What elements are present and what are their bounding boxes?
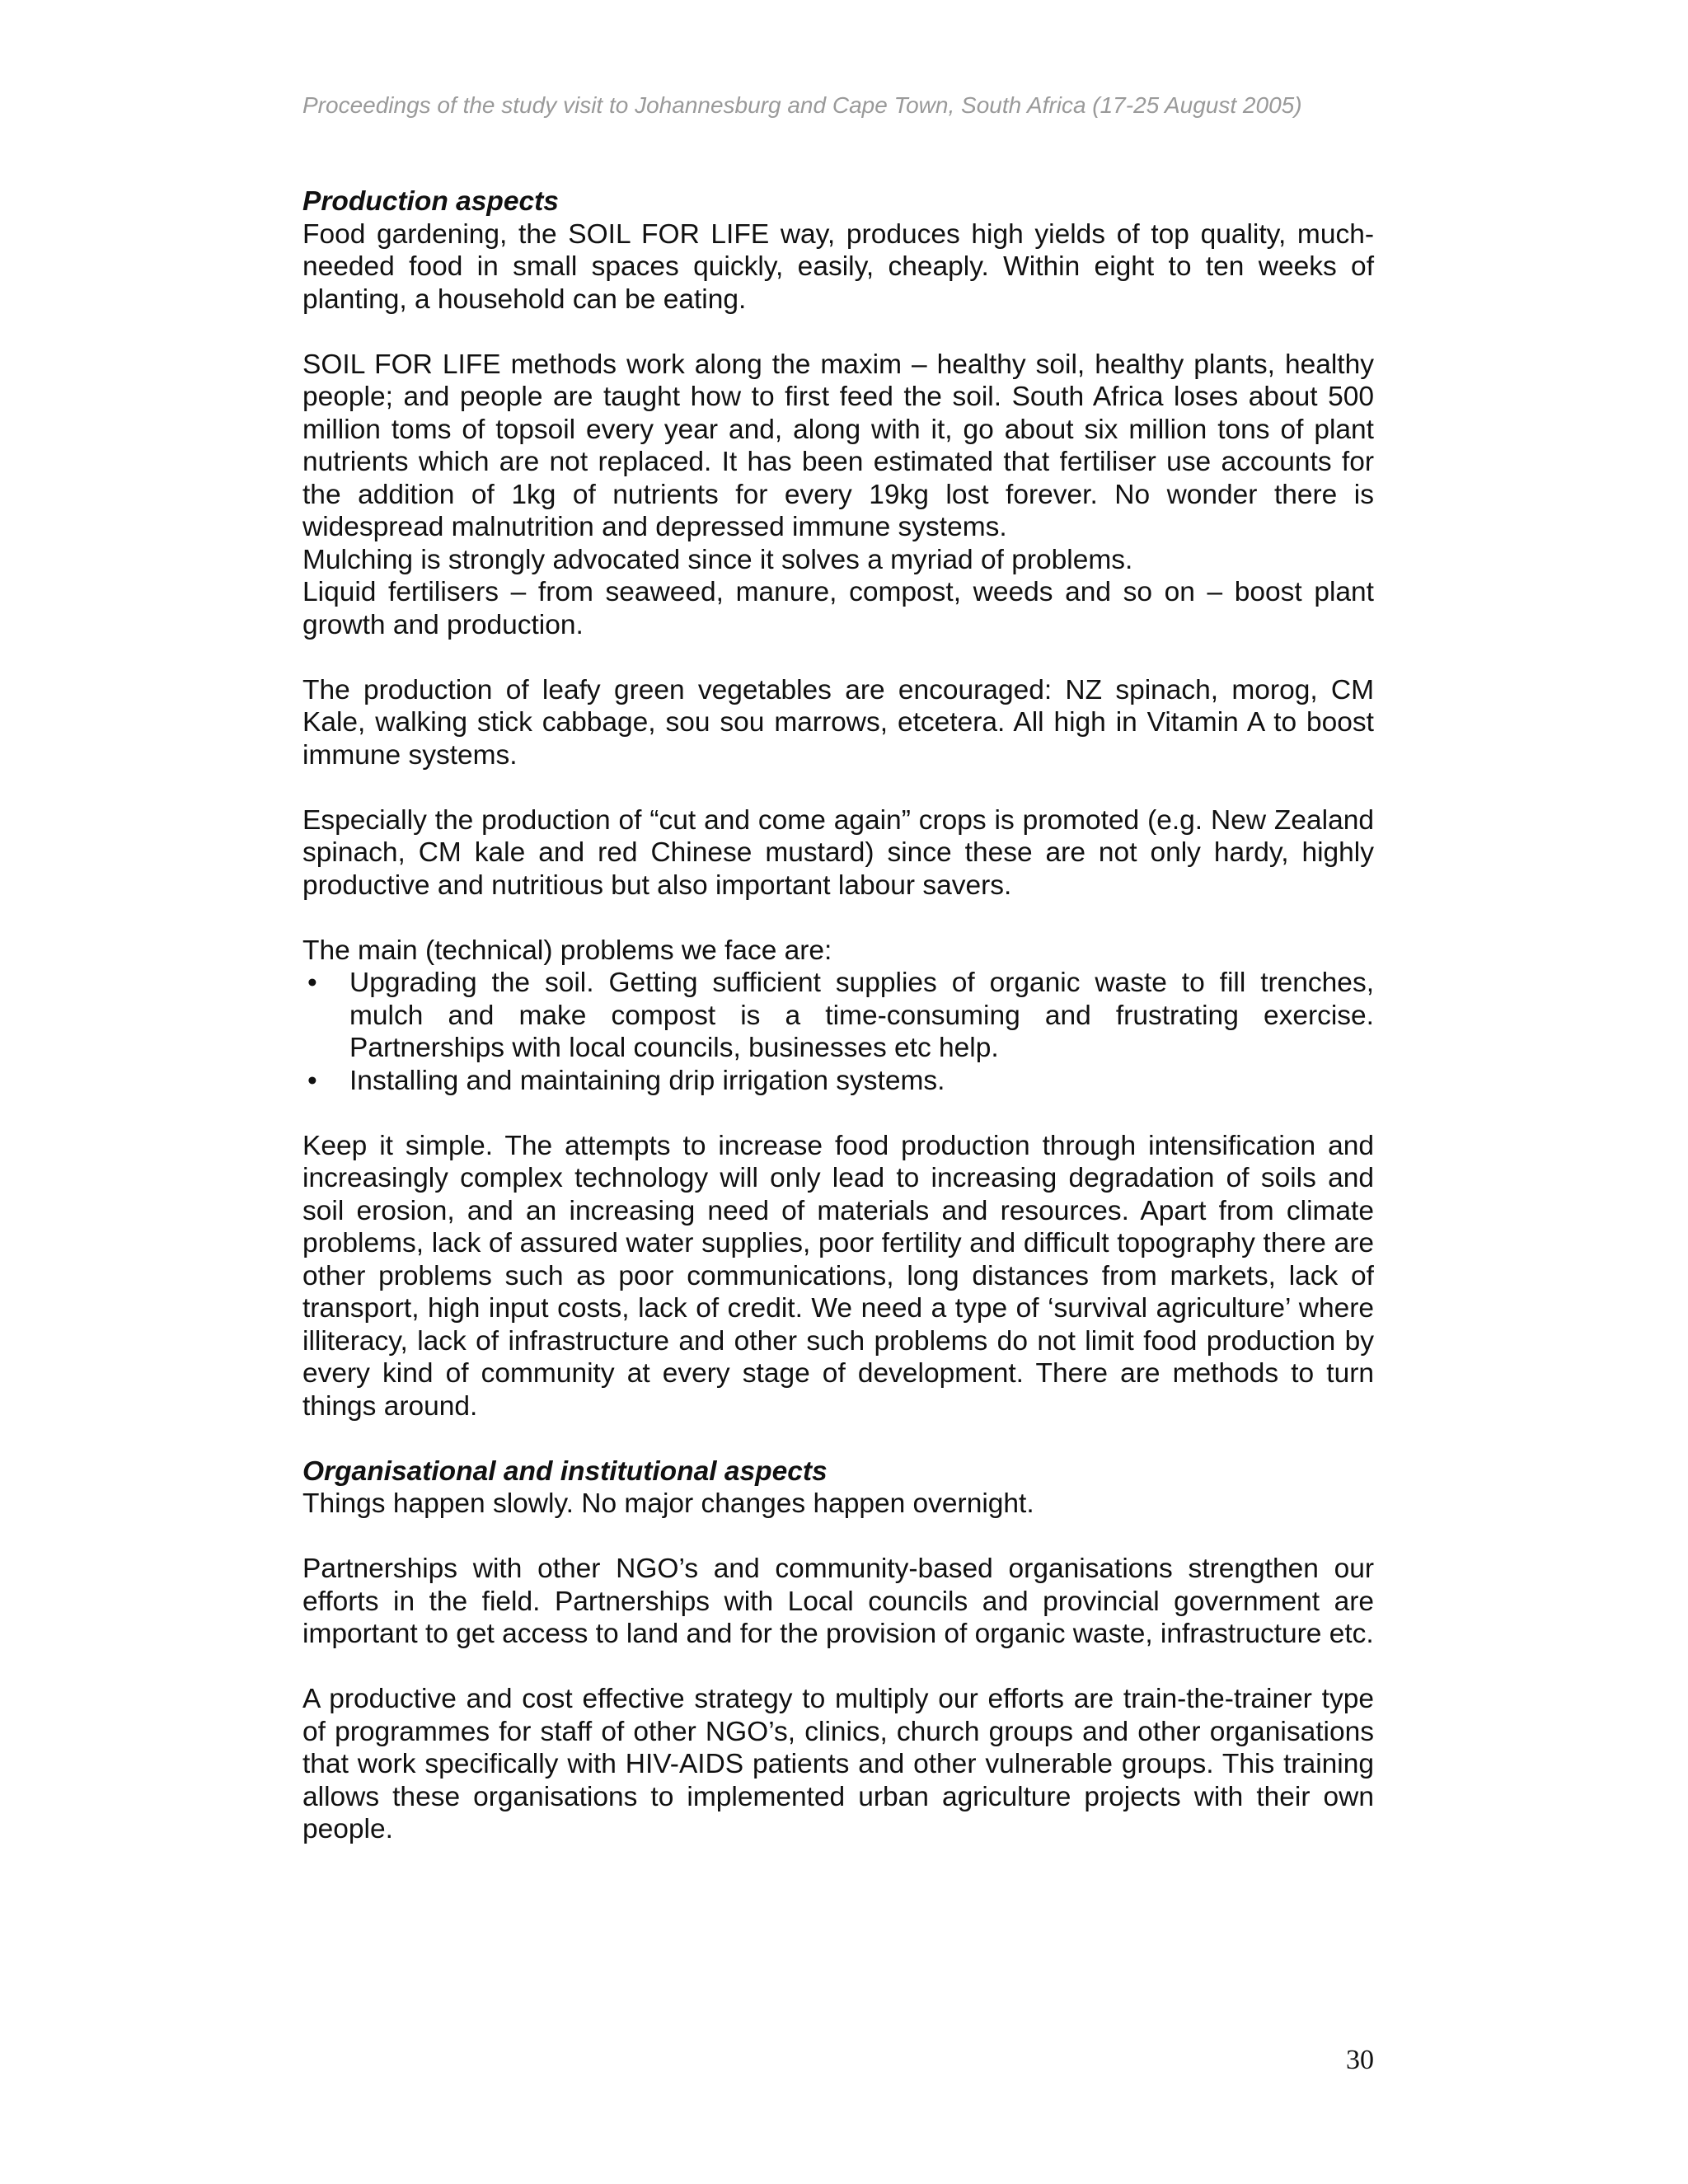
paragraph: Mulching is strongly advocated since it solves a myriad of problems. [302, 544, 1133, 575]
paragraph: SOIL FOR LIFE methods work along the maxim – healthy soil, healthy plants, healthy people; and people are taught how to first feed the soil. South Africa loses about 500 million toms of topsoil every year and, along with it, go about six million tons of plant nutrients which are not replaced. It has been estimated that fertiliser use accounts for the addition of 1kg of nutrients for every 19kg lost forever. No wonder there is widespread malnutrition and depressed immune systems. [302, 349, 1374, 542]
section-heading-organisational: Organisational and institutional aspects [302, 1455, 828, 1487]
paragraph-spacer [302, 316, 1374, 349]
paragraph-spacer [302, 641, 1374, 674]
bullet-icon: • [307, 1065, 317, 1096]
paragraph: The main (technical) problems we face are: [302, 935, 832, 966]
paragraph: Keep it simple. The attempts to increase food production through intensification and increasingly complex technology will only lead to increasing degradation of soils and soil erosion, and an increasing need of materials and resources. Apart from climate problems, lack of assured water supplies, poor fertility and difficult topography there are other problems such as poor communications, long distances from markets, lack of transport, high input costs, lack of credit. We need a type of ‘survival agriculture’ where illiteracy, lack of infrastructure and other such problems do not limit food production by every kind of community at every stage of development. There are methods to turn things around. [302, 1130, 1374, 1422]
paragraph: Partnerships with other NGO’s and community-based organisations strengthen our efforts in the field. Partnerships with Local councils and provincial government are important to get access to land and for the provision of organic waste, infrastructure etc. [302, 1554, 1374, 1649]
section-heading-production: Production aspects [302, 186, 559, 217]
page-number: 30 [1346, 2045, 1374, 2075]
paragraph: Liquid fertilisers – from seaweed, manure, compost, weeds and so on – boost plant growth and production. [302, 577, 1374, 640]
paragraph-spacer [302, 1422, 1374, 1455]
list-item-text: Installing and maintaining drip irrigation systems. [349, 1065, 945, 1096]
document-body [302, 185, 1374, 1846]
bullet-icon: • [307, 968, 317, 998]
paragraph: Things happen slowly. No major changes happen overnight. [302, 1488, 1034, 1519]
paragraph-spacer [302, 1097, 1374, 1130]
running-header: Proceedings of the study visit to Johannesburg and Cape Town, South Africa (17-25 August 2005) [302, 92, 1302, 118]
paragraph: A productive and cost effective strategy to multiply our efforts are train-the-trainer type of programmes for staff of other NGO’s, clinics, church groups and other organisations that work specifically with HIV-AIDS patients and other vulnerable groups. This training allows these organisations to implemented urban agriculture projects with their own people. [302, 1684, 1374, 1844]
paragraph-spacer [302, 1521, 1374, 1554]
paragraph-spacer [302, 902, 1374, 935]
paragraph-spacer [302, 1651, 1374, 1684]
list-item-text: Upgrading the soil. Getting sufficient supplies of organic waste to fill trenches, mulch and make compost is a time-consuming and frustrating exercise. Partnerships with local councils, businesses etc help. [349, 968, 1374, 1063]
paragraph: Food gardening, the SOIL FOR LIFE way, produces high yields of top quality, much-needed food in small spaces quickly, easily, cheaply. Within eight to ten weeks of planting, a household can be eating. [302, 218, 1374, 315]
paragraph: The production of leafy green vegetables are encouraged: NZ spinach, morog, CM Kale, walking stick cabbage, sou sou marrows, etcetera. All high in Vitamin A to boost immune systems. [302, 674, 1374, 771]
problems-bullet-list [302, 967, 1374, 1097]
list-item [302, 1065, 1374, 1098]
list-item [302, 967, 1374, 1065]
paragraph-spacer [302, 771, 1374, 804]
paragraph: Especially the production of “cut and come again” crops is promoted (e.g. New Zealand spinach, CM kale and red Chinese mustard) since these are not only hardy, highly productive and nutritious but also important labour savers. [302, 804, 1374, 901]
